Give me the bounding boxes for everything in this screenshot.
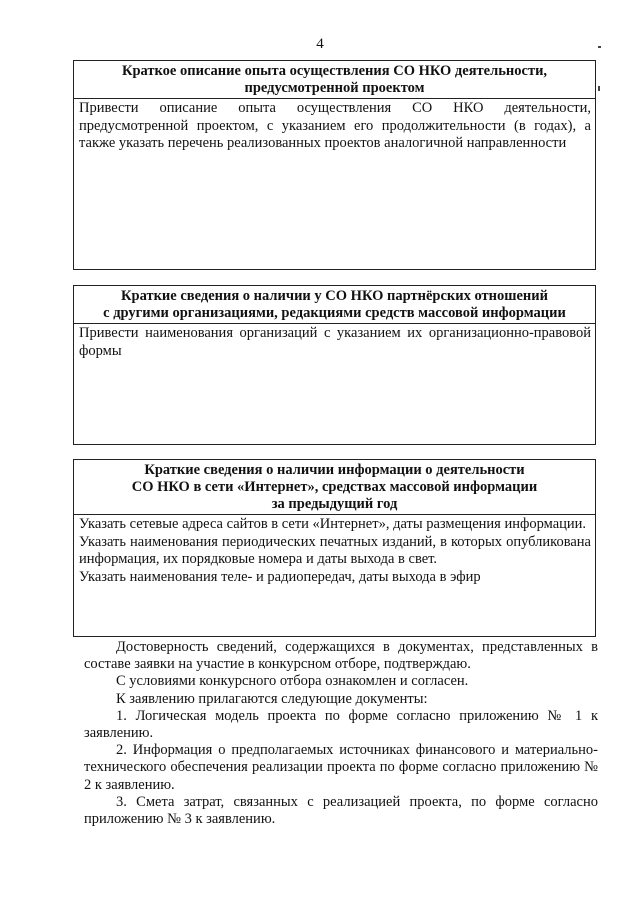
- instruction-text: Привести наименования организаций с указанием их организационно-правовой формы: [79, 325, 591, 359]
- instruction-text: Привести описание опыта осуществления СО НКО деятельности, предусмотренной проектом, с указанием его продолжительности (в годах), а также указать перечень реализованных проектов аналогичной направленности: [79, 100, 591, 151]
- title-line: предусмотренной проектом: [244, 80, 425, 96]
- media-section-title: [74, 460, 595, 515]
- partners-section-title: [74, 286, 595, 324]
- scan-speck: [598, 46, 601, 48]
- title-line: Краткое описание опыта осуществления СО НКО деятельности,: [121, 63, 548, 79]
- scan-speck: [598, 86, 600, 91]
- closing-text: [84, 639, 598, 828]
- attachment-item: 3. Смета затрат, связанных с реализацией проекта, по форме согласно приложению № 3 к заявлению.: [84, 793, 598, 828]
- instruction-text: Указать наименования теле- и радиопередач, даты выхода в эфир: [79, 568, 481, 585]
- consent-paragraph: С условиями конкурсного отбора ознакомлен и согласен.: [116, 673, 469, 690]
- title-line: с другими организациями, редакциями средств массовой информации: [103, 305, 566, 321]
- media-section: [73, 459, 596, 637]
- title-line: Краткие сведения о наличии у СО НКО партнёрских отношений: [121, 288, 548, 304]
- title-line: за предыдущий год: [271, 496, 398, 512]
- attachments-heading: К заявлению прилагаются следующие документы:: [116, 690, 428, 707]
- experience-section: [73, 60, 596, 270]
- title-line: СО НКО в сети «Интернет», средствах массовой информации: [131, 479, 538, 495]
- page-number: 4: [316, 36, 324, 52]
- experience-section-body: [74, 99, 595, 153]
- title-line: Краткие сведения о наличии информации о деятельности: [144, 462, 525, 478]
- partners-section-body: [74, 324, 595, 360]
- experience-section-title: [74, 61, 595, 99]
- instruction-text: Указать наименования периодических печатных изданий, в которых опубликована информация, их порядковые номера и даты выхода в свет.: [79, 533, 591, 567]
- partners-section: [73, 285, 596, 445]
- attachment-item: 2. Информация о предполагаемых источниках финансового и материально-технического обеспечения реализации проекта по форме согласно приложению № 2 к заявлению.: [84, 742, 598, 793]
- media-section-body: [74, 515, 595, 586]
- confirmation-paragraph: Достоверность сведений, содержащихся в документах, представленных в составе заявки на участие в конкурсном отборе, подтверждаю.: [84, 639, 598, 673]
- instruction-text: Указать сетевые адреса сайтов в сети «Интернет», даты размещения информации.: [79, 516, 587, 532]
- attachment-item: 1. Логическая модель проекта по форме согласно приложению № 1 к заявлению.: [84, 707, 598, 742]
